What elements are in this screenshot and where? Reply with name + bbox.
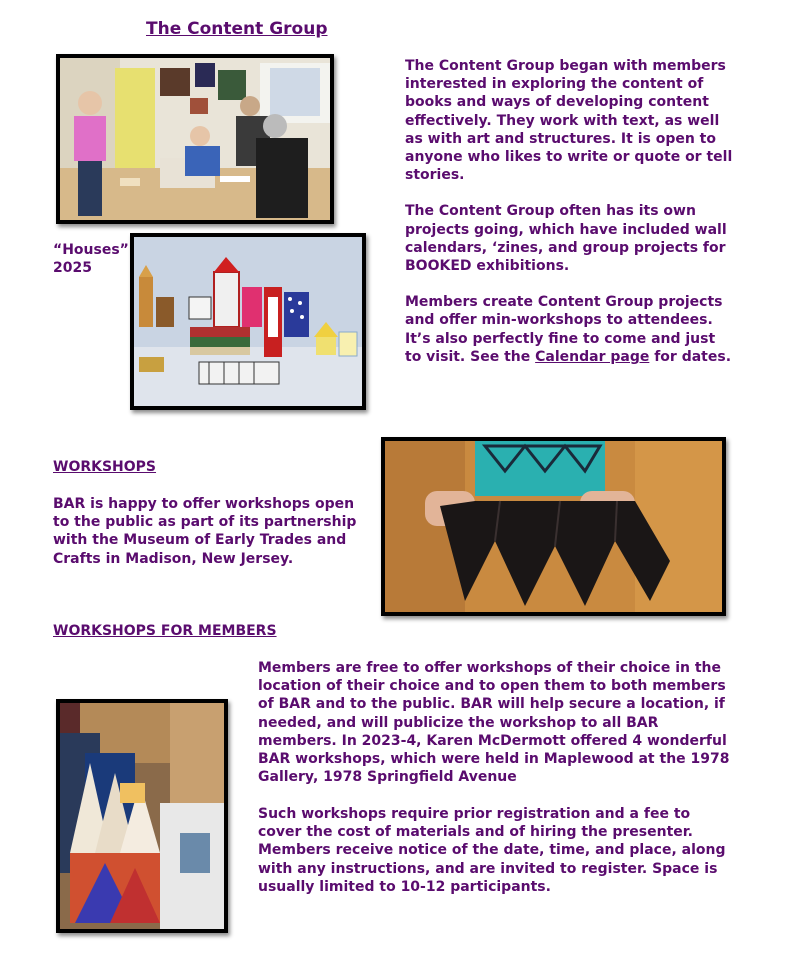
content-group-para-1: The Content Group began with members interested in exploring the content of books and ways of developing content effectively. They work with text, as well as with art and structures. It is open to anyone who likes to write or quote or tell stories. (405, 58, 733, 184)
content-group-para-2: The Content Group often has its own projects going, which have included wall calendars, ‘zines, and group projects for BOOKED exhibitions. (405, 203, 727, 275)
houses-caption (53, 241, 129, 277)
dates-text: for dates. (654, 348, 732, 365)
content-group-intro (405, 57, 735, 366)
content-group-para-3 (405, 293, 735, 366)
workshops-text: BAR is happy to offer workshops open to the public as part of its partnership with the Museum of Early Trades and Crafts in Madison, New Jersey. (53, 496, 357, 567)
content-group-photo (56, 54, 334, 224)
content-group-para-3-text: Members create Content Group projects and offer min-workshops to attendees. It’s also perfectly fine to come and just to visit. (405, 294, 723, 365)
see-text: See the (470, 348, 531, 365)
workshops-heading: WORKSHOPS (53, 459, 157, 475)
houses-caption-year: 2025 (53, 260, 92, 276)
members-workshops-para-1: Members are free to offer workshops of their choice in the location of their choice and to open them to both members of BAR and to the public. BAR will help secure a location, if needed, and will publicize the workshop to all BAR members. In 2023-4, Karen McDermott offered 4 wonderful BAR workshops, which were held in Maplewood at the 1978 Gallery, 1978 Springfield Avenue (258, 660, 730, 786)
houses-caption-title: “Houses” (53, 242, 129, 258)
handmade-books-photo (56, 699, 228, 933)
page-title: The Content Group (146, 19, 328, 39)
calendar-page-link[interactable]: Calendar page (535, 348, 650, 365)
houses-photo (130, 233, 366, 410)
members-workshops-para-2: Such workshops require prior registration and a fee to cover the cost of materials and of hiring the presenter. Members receive notice of the date, time, and place, along with any instructions, and are invited to register. Space is usually limited to 10-12 participants. (258, 806, 726, 895)
folding-paper-photo (381, 437, 726, 616)
members-workshops-heading: WORKSHOPS FOR MEMBERS (53, 623, 277, 639)
